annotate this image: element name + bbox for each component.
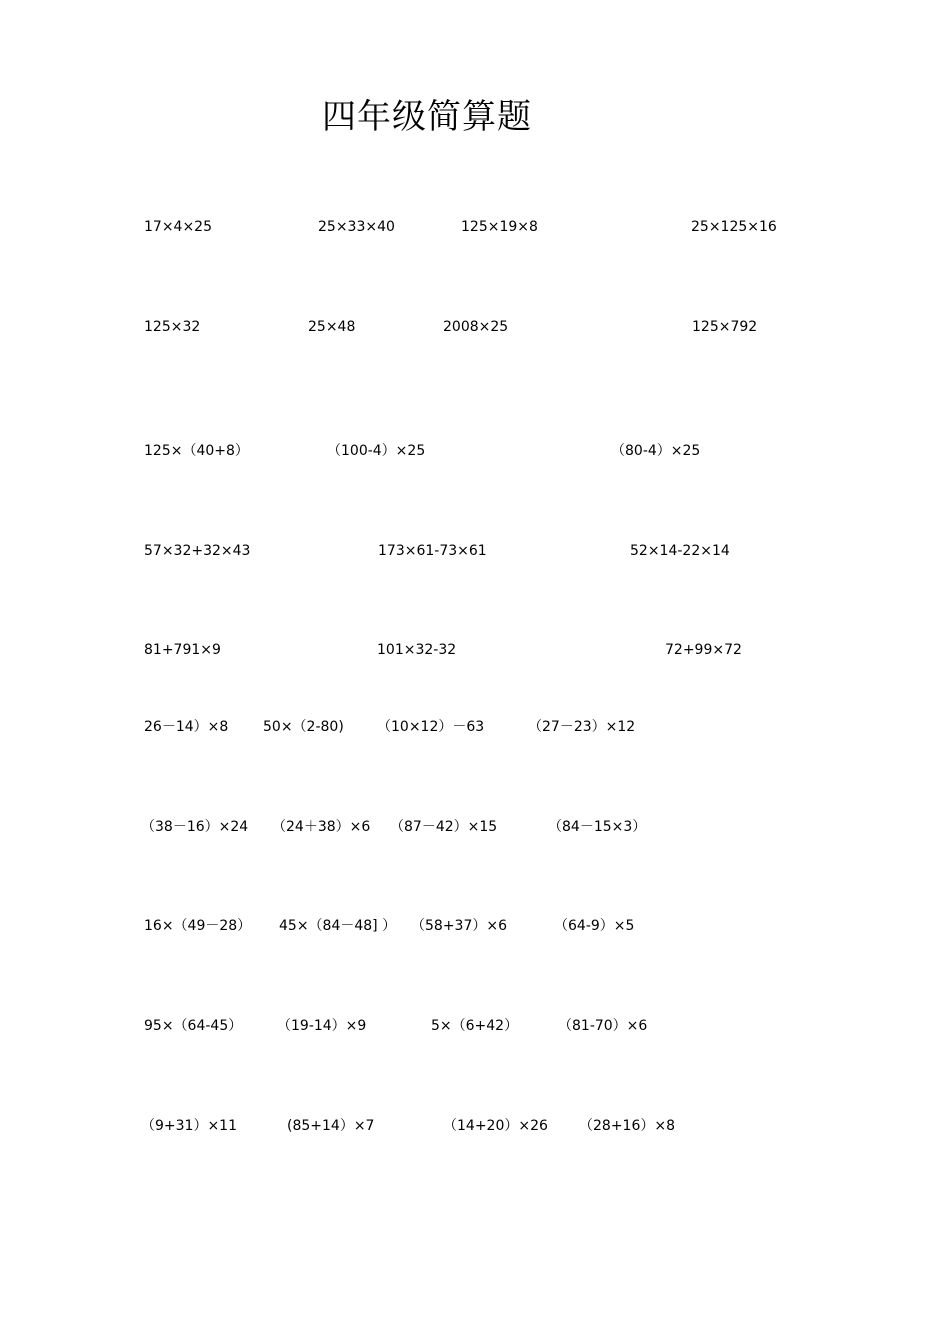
problem-item: （19-14）×9 — [277, 1018, 367, 1034]
problem-item: 5×（6+42） — [431, 1018, 519, 1034]
problem-item: (85+14）×7 — [287, 1118, 375, 1134]
problem-item: （84－15×3） — [548, 819, 647, 835]
problem-item: （58+37）×6 — [411, 918, 507, 934]
problem-item: （38－16）×24 — [141, 819, 249, 835]
problem-item: （14+20）×26 — [443, 1118, 548, 1134]
problem-row — [0, 441, 950, 461]
problem-item: （24＋38）×6 — [272, 819, 371, 835]
problem-item: 25×125×16 — [691, 219, 777, 235]
problem-row — [0, 916, 950, 936]
problem-item: （64-9）×5 — [554, 918, 635, 934]
problem-row — [0, 217, 950, 237]
problem-item: （28+16）×8 — [579, 1118, 675, 1134]
problem-item: （81-70）×6 — [558, 1018, 648, 1034]
problem-row — [0, 541, 950, 561]
problem-item: （87－42）×15 — [390, 819, 498, 835]
problem-item: 125×19×8 — [461, 219, 538, 235]
problem-item: （10×12）－63 — [377, 719, 485, 735]
problem-item: 45×（84－48] ） — [279, 918, 397, 934]
problem-item: 173×61-73×61 — [378, 543, 487, 559]
problem-item: （9+31）×11 — [141, 1118, 237, 1134]
problem-item: 26－14）×8 — [144, 719, 229, 735]
problem-item: 57×32+32×43 — [144, 543, 251, 559]
problem-item: 95×（64-45） — [144, 1018, 243, 1034]
problem-item: 81+791×9 — [144, 642, 221, 658]
problem-row — [0, 1016, 950, 1036]
problem-item: 25×33×40 — [318, 219, 395, 235]
problem-item: 72+99×72 — [665, 642, 742, 658]
problem-item: 52×14-22×14 — [630, 543, 730, 559]
problem-item: 16×（49－28） — [144, 918, 252, 934]
problem-item: 125×32 — [144, 319, 201, 335]
problem-item: （100-4）×25 — [327, 443, 426, 459]
problem-item: （80-4）×25 — [611, 443, 701, 459]
problem-row — [0, 817, 950, 837]
problem-item: 25×48 — [308, 319, 356, 335]
problem-row — [0, 317, 950, 337]
problem-item: 101×32-32 — [377, 642, 457, 658]
problem-item: 17×4×25 — [144, 219, 212, 235]
problem-item: 50×（2-80) — [263, 719, 344, 735]
problem-item: 125×（40+8） — [144, 443, 249, 459]
page-title: 四年级简算题 — [322, 97, 532, 137]
problem-item: （27－23）×12 — [528, 719, 636, 735]
problem-item: 125×792 — [692, 319, 758, 335]
problem-item: 2008×25 — [443, 319, 509, 335]
problem-row — [0, 1116, 950, 1136]
problem-row — [0, 640, 950, 660]
problem-row — [0, 717, 950, 737]
